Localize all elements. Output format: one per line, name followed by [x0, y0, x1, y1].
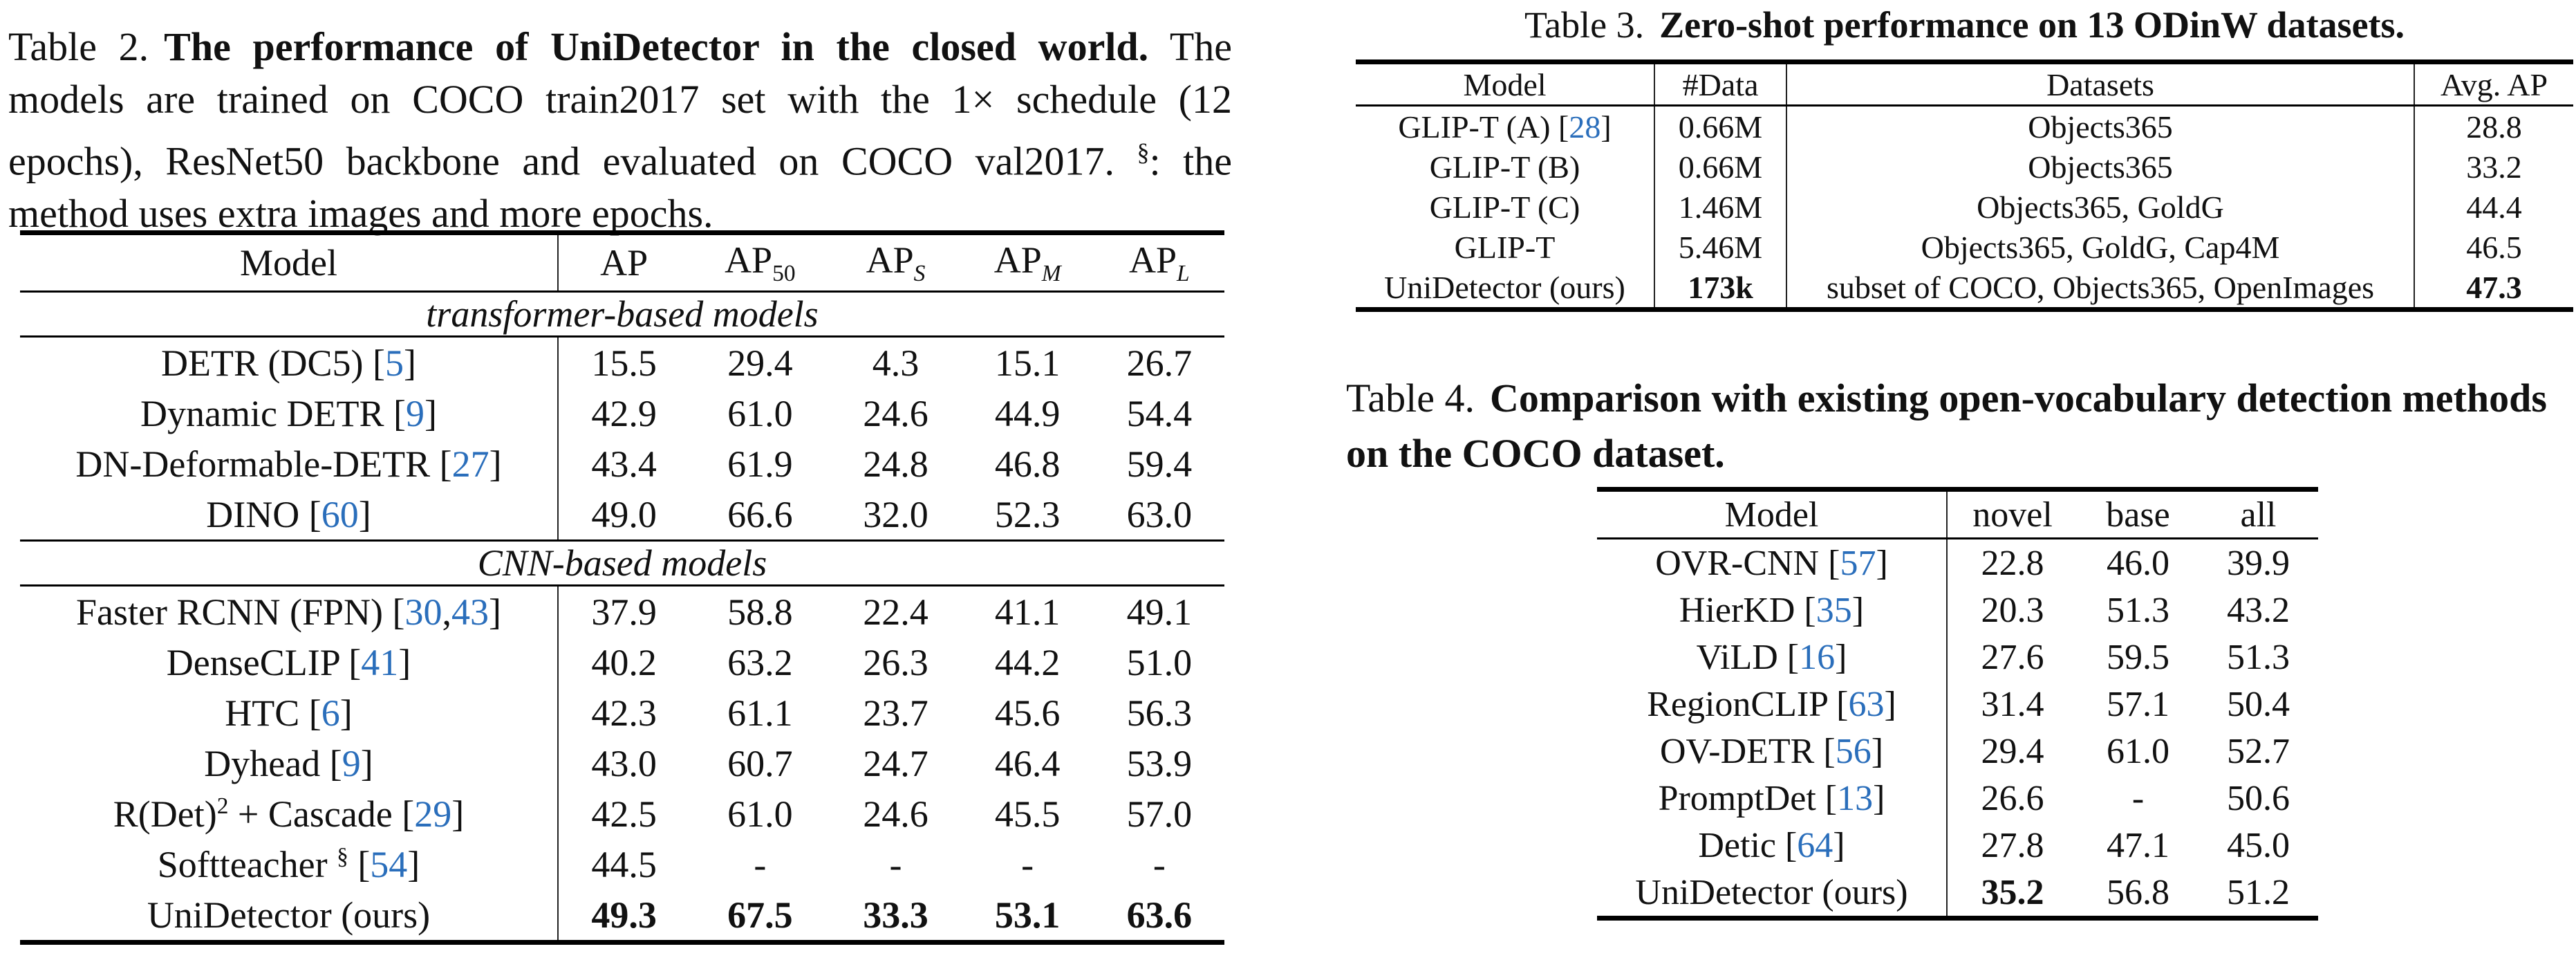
model-name: HTC [225, 692, 309, 734]
model-cell: R(Det)$^2$ + Cascade [29] [20, 788, 558, 839]
value-cell: - [1021, 843, 1034, 885]
table-row [1356, 227, 2573, 267]
model-cell: Dyhead [9] [20, 738, 558, 788]
table-row [1356, 267, 2573, 310]
table-row [20, 439, 1224, 489]
value-cell: 47.1 [2107, 825, 2169, 865]
value-cell: 15.1 [994, 342, 1061, 384]
value-cell: 46.0 [2107, 543, 2169, 583]
table3-title: Zero-shot performance on 13 ODinW datasets. [1659, 4, 2405, 46]
citation-link[interactable]: 13 [1837, 778, 1874, 818]
value-cell: 24.7 [863, 742, 928, 784]
model-name: Faster RCNN (FPN) [76, 591, 393, 633]
header-text: Model [240, 242, 337, 284]
citation-link[interactable]: 60 [321, 493, 359, 535]
table2-label: Table 2. [8, 24, 149, 69]
column-header [961, 233, 1094, 292]
model-name-suffix: + Cascade [228, 793, 402, 835]
model-name: OV-DETR [1659, 731, 1824, 771]
model-name: DN-Deformable-DETR [75, 443, 440, 485]
table-row [20, 586, 1224, 638]
header-text: AP [725, 239, 773, 281]
value-cell: - [889, 843, 902, 885]
datasets-cell: Objects365, GoldG [1786, 187, 2414, 227]
table3-label: Table 3. [1524, 4, 1645, 46]
value-cell: 31.4 [1981, 684, 2044, 724]
table-row [20, 687, 1224, 738]
citation-link[interactable]: 57 [1840, 543, 1876, 583]
model-name: Dyhead [204, 742, 330, 784]
value-cell: 51.3 [2227, 637, 2290, 677]
table-row [1597, 775, 2318, 822]
table-row [1597, 539, 2318, 587]
model-cell: DETR (DC5) [5] [20, 337, 558, 389]
value-cell: 66.6 [727, 493, 793, 535]
model-cell: ViLD [16] [1597, 634, 1947, 681]
model-name: GLIP-T (B) [1429, 149, 1580, 185]
value-cell: 52.3 [994, 493, 1061, 535]
value-cell: 63.6 [1126, 894, 1193, 936]
model-name: Softteacher [157, 843, 337, 885]
subscript-text: 50 [772, 260, 796, 286]
citation-link[interactable]: 30 [404, 591, 442, 633]
model-name: DETR (DC5) [161, 342, 373, 384]
value-cell: 61.9 [727, 443, 793, 485]
column-header [1094, 233, 1224, 292]
model-name: GLIP-T [1454, 229, 1556, 265]
value-cell: 35.2 [1981, 872, 2044, 912]
value-cell: 23.7 [863, 692, 928, 734]
column-header: Model [1356, 62, 1654, 106]
value-cell: 29.4 [1981, 731, 2044, 771]
table-header-row [20, 233, 1224, 292]
value-cell: 54.4 [1126, 392, 1193, 434]
datasets-cell: subset of COCO, Objects365, OpenImages [1786, 267, 2414, 310]
table-row [1597, 728, 2318, 775]
model-name: R(Det) [113, 793, 217, 835]
model-name: UniDetector (ours) [1635, 872, 1908, 912]
model-cell [1356, 267, 1654, 310]
column-header: Avg. AP [2440, 66, 2548, 102]
table-row [20, 788, 1224, 839]
value-cell: 42.5 [591, 793, 657, 835]
column-header [689, 233, 830, 292]
value-cell: 59.5 [2107, 637, 2169, 677]
model-name: OVR-CNN [1655, 543, 1829, 583]
citation-link[interactable]: 41 [361, 641, 399, 683]
model-name: UniDetector (ours) [147, 894, 431, 936]
model-cell [1597, 869, 1947, 919]
value-cell: 43.4 [591, 443, 657, 485]
table2-caption-body: The models are trained on COCO train2017 set with the 1× schedule (12 epochs), ResNet50 backbone and evaluated on COCO val2017. [8, 24, 1233, 184]
value-cell: - [2131, 778, 2145, 818]
value-cell: 63.2 [727, 641, 793, 683]
value-cell: - [1152, 843, 1166, 885]
model-cell [1356, 187, 1654, 227]
header-text: AP [600, 242, 648, 284]
model-cell: DINO [60] [20, 489, 558, 541]
value-cell: 24.8 [863, 443, 928, 485]
avg-ap-cell: 33.2 [2466, 149, 2522, 185]
value-cell: 61.0 [727, 793, 793, 835]
column-header: Model [1597, 490, 1947, 539]
value-cell: 60.7 [727, 742, 793, 784]
citation-link[interactable]: 16 [1799, 637, 1836, 677]
data-size-cell: 0.66M [1654, 106, 1786, 147]
header-subscript [914, 261, 926, 286]
model-cell: OV-DETR [56] [1597, 728, 1947, 775]
datasets-cell: Objects365 [1786, 147, 2414, 187]
model-cell: Detic [64] [1597, 822, 1947, 869]
model-cell: HierKD [35] [1597, 587, 1947, 634]
value-cell: 26.3 [863, 641, 928, 683]
value-cell: 41.1 [994, 591, 1061, 633]
model-cell: DN-Deformable-DETR [27] [20, 439, 558, 489]
citation-link[interactable]: 63 [1848, 684, 1885, 724]
model-name-suffix [348, 844, 358, 885]
value-cell: 45.5 [994, 793, 1061, 835]
value-cell: 61.0 [727, 392, 793, 434]
value-cell: 44.2 [994, 641, 1061, 683]
value-cell: 45.6 [994, 692, 1061, 734]
value-cell: 51.3 [2107, 590, 2169, 630]
model-name: PromptDet [1658, 778, 1825, 818]
table-row [20, 337, 1224, 389]
citation-link[interactable]: 43 [451, 591, 489, 633]
subscript-text: L [1177, 260, 1190, 286]
data-size-cell: 1.46M [1654, 187, 1786, 227]
column-header: #Data [1654, 62, 1786, 106]
value-cell: 58.8 [727, 591, 793, 633]
model-name: ViLD [1696, 637, 1787, 677]
value-cell: 39.9 [2227, 543, 2290, 583]
value-cell: - [754, 843, 767, 885]
avg-ap-cell: 46.5 [2466, 229, 2522, 265]
citation-link[interactable]: 29 [414, 793, 452, 835]
value-cell: 57.0 [1126, 793, 1193, 835]
table-row [1356, 147, 2573, 187]
model-cell: Softteacher § [54] [20, 839, 558, 889]
value-cell: 49.3 [591, 894, 657, 936]
citation-link[interactable]: 35 [1816, 590, 1852, 630]
value-cell: 49.1 [1126, 591, 1193, 633]
table-header-row [1597, 490, 2318, 539]
column-header [20, 233, 558, 292]
value-cell: 27.6 [1981, 637, 2044, 677]
model-cell: RegionCLIP [63] [1597, 681, 1947, 728]
table-row [1597, 587, 2318, 634]
table4-open-vocabulary [1597, 487, 2318, 921]
avg-ap-cell: 47.3 [2466, 269, 2522, 305]
table-row [20, 738, 1224, 788]
model-name: UniDetector (ours) [1384, 269, 1625, 305]
value-cell: 26.7 [1126, 342, 1193, 384]
value-cell: 61.1 [727, 692, 793, 734]
table-header-row [1356, 62, 2573, 106]
model-cell: GLIP-T (A) [28] [1356, 106, 1654, 147]
value-cell: 52.7 [2227, 731, 2290, 771]
model-name: Detic [1698, 825, 1785, 865]
table4-title: Comparison with existing open-vocabulary detection methods on the COCO dataset. [1346, 376, 2547, 476]
table-row [1597, 681, 2318, 728]
value-cell: 61.0 [2107, 731, 2169, 771]
table4-label: Table 4. [1346, 376, 1475, 421]
value-cell: 42.3 [591, 692, 657, 734]
data-size-cell: 173k [1654, 267, 1786, 310]
value-cell: 63.0 [1126, 493, 1193, 535]
value-cell: 43.2 [2227, 590, 2290, 630]
citation-link[interactable]: 28 [1569, 109, 1601, 145]
column-header: Datasets [1786, 62, 2414, 106]
column-header: base [2106, 495, 2170, 535]
model-cell: PromptDet [13] [1597, 775, 1947, 822]
value-cell: 51.0 [1126, 641, 1193, 683]
model-name: DINO [206, 493, 309, 535]
datasets-cell: Objects365 [1786, 106, 2414, 147]
column-header [830, 233, 960, 292]
avg-ap-cell: 28.8 [2466, 109, 2522, 145]
table2-caption [8, 21, 1232, 240]
model-cell: OVR-CNN [57] [1597, 539, 1947, 587]
model-name: RegionCLIP [1647, 684, 1837, 724]
table3-caption [1356, 3, 2573, 47]
value-cell: 43.0 [591, 742, 657, 784]
table2-title: The performance of UniDetector in the closed world. [164, 24, 1149, 69]
value-cell: 57.1 [2107, 684, 2169, 724]
section-row [20, 541, 1224, 586]
value-cell: 56.8 [2107, 872, 2169, 912]
table-row [20, 637, 1224, 687]
header-subscript [1042, 261, 1061, 286]
data-size-cell: 5.46M [1654, 227, 1786, 267]
section-title: transformer-based models [426, 293, 819, 335]
table-row [20, 388, 1224, 439]
value-cell: 40.2 [591, 641, 657, 683]
column-header: all [2240, 495, 2277, 535]
section-row [20, 292, 1224, 337]
table2-caption-tail: : the method uses extra images and more epochs. [8, 138, 1232, 237]
value-cell: 51.2 [2227, 872, 2290, 912]
header-subscript [1177, 261, 1190, 286]
value-cell: 44.9 [994, 392, 1061, 434]
table-row [1356, 187, 2573, 227]
table-row [20, 489, 1224, 541]
model-name: Dynamic DETR [140, 392, 393, 434]
value-cell: 56.3 [1126, 692, 1193, 734]
value-cell: 44.5 [591, 843, 657, 885]
citation-link[interactable]: 54 [370, 843, 408, 885]
data-size-cell: 0.66M [1654, 147, 1786, 187]
value-cell: 45.0 [2227, 825, 2290, 865]
model-cell [1356, 147, 1654, 187]
section-mark: § [1137, 138, 1150, 166]
citation-link[interactable]: 9 [342, 742, 361, 784]
model-cell: HTC [6] [20, 687, 558, 738]
subscript-text: M [1041, 260, 1061, 286]
header-text: AP [993, 239, 1042, 281]
table-row [1597, 822, 2318, 869]
table3-odinw [1356, 59, 2573, 312]
table-row [1356, 106, 2573, 147]
value-cell: 15.5 [591, 342, 657, 384]
model-name: HierKD [1679, 590, 1804, 630]
value-cell: 46.8 [994, 443, 1061, 485]
section-title: CNN-based models [477, 542, 767, 584]
model-cell: DenseCLIP [41] [20, 637, 558, 687]
model-cell: Faster RCNN (FPN) [30,43] [20, 586, 558, 638]
value-cell: 20.3 [1981, 590, 2044, 630]
table4-caption [1346, 371, 2576, 481]
value-cell: 53.9 [1126, 742, 1193, 784]
model-name: DenseCLIP [166, 641, 349, 683]
value-cell: 22.4 [863, 591, 928, 633]
model-name: GLIP-T (A) [1398, 109, 1558, 145]
table-row [20, 889, 1224, 943]
value-cell: 46.4 [994, 742, 1061, 784]
table2-closed-world [20, 230, 1224, 945]
citation-link[interactable]: 27 [451, 443, 489, 485]
value-cell: 22.8 [1981, 543, 2044, 583]
table-row [1597, 869, 2318, 919]
value-cell: 24.6 [863, 392, 928, 434]
value-cell: 24.6 [863, 793, 928, 835]
model-superscript: § [337, 843, 348, 869]
model-superscript: 2 [216, 793, 229, 819]
value-cell: 59.4 [1126, 443, 1193, 485]
table-row [20, 839, 1224, 889]
value-cell: 42.9 [591, 392, 657, 434]
column-header: novel [1972, 495, 2053, 535]
value-cell: 29.4 [727, 342, 793, 384]
avg-ap-cell: 44.4 [2466, 189, 2522, 225]
model-name: GLIP-T (C) [1429, 189, 1580, 225]
model-cell: Dynamic DETR [9] [20, 388, 558, 439]
model-cell [1356, 227, 1654, 267]
citation-link[interactable]: 64 [1797, 825, 1833, 865]
value-cell: 26.6 [1981, 778, 2044, 818]
table-row [1597, 634, 2318, 681]
model-cell [20, 889, 558, 943]
citation-link[interactable]: 6 [321, 692, 340, 734]
header-text: AP [1129, 239, 1177, 281]
value-cell: 32.0 [863, 493, 928, 535]
citation-link[interactable]: 5 [384, 342, 404, 384]
datasets-cell: Objects365, GoldG, Cap4M [1786, 227, 2414, 267]
header-text: AP [866, 239, 914, 281]
value-cell: 50.6 [2227, 778, 2290, 818]
citation-link[interactable]: 56 [1835, 731, 1872, 771]
subscript-text: S [913, 260, 926, 286]
value-cell: 37.9 [591, 591, 657, 633]
value-cell: 27.8 [1981, 825, 2044, 865]
citation-link[interactable]: 9 [405, 392, 424, 434]
value-cell: 4.3 [872, 342, 920, 384]
value-cell: 33.3 [863, 894, 928, 936]
value-cell: 50.4 [2227, 684, 2290, 724]
value-cell: 49.0 [591, 493, 657, 535]
value-cell: 67.5 [727, 894, 793, 936]
value-cell: 53.1 [994, 894, 1061, 936]
column-header [558, 233, 689, 292]
header-subscript [772, 261, 795, 286]
